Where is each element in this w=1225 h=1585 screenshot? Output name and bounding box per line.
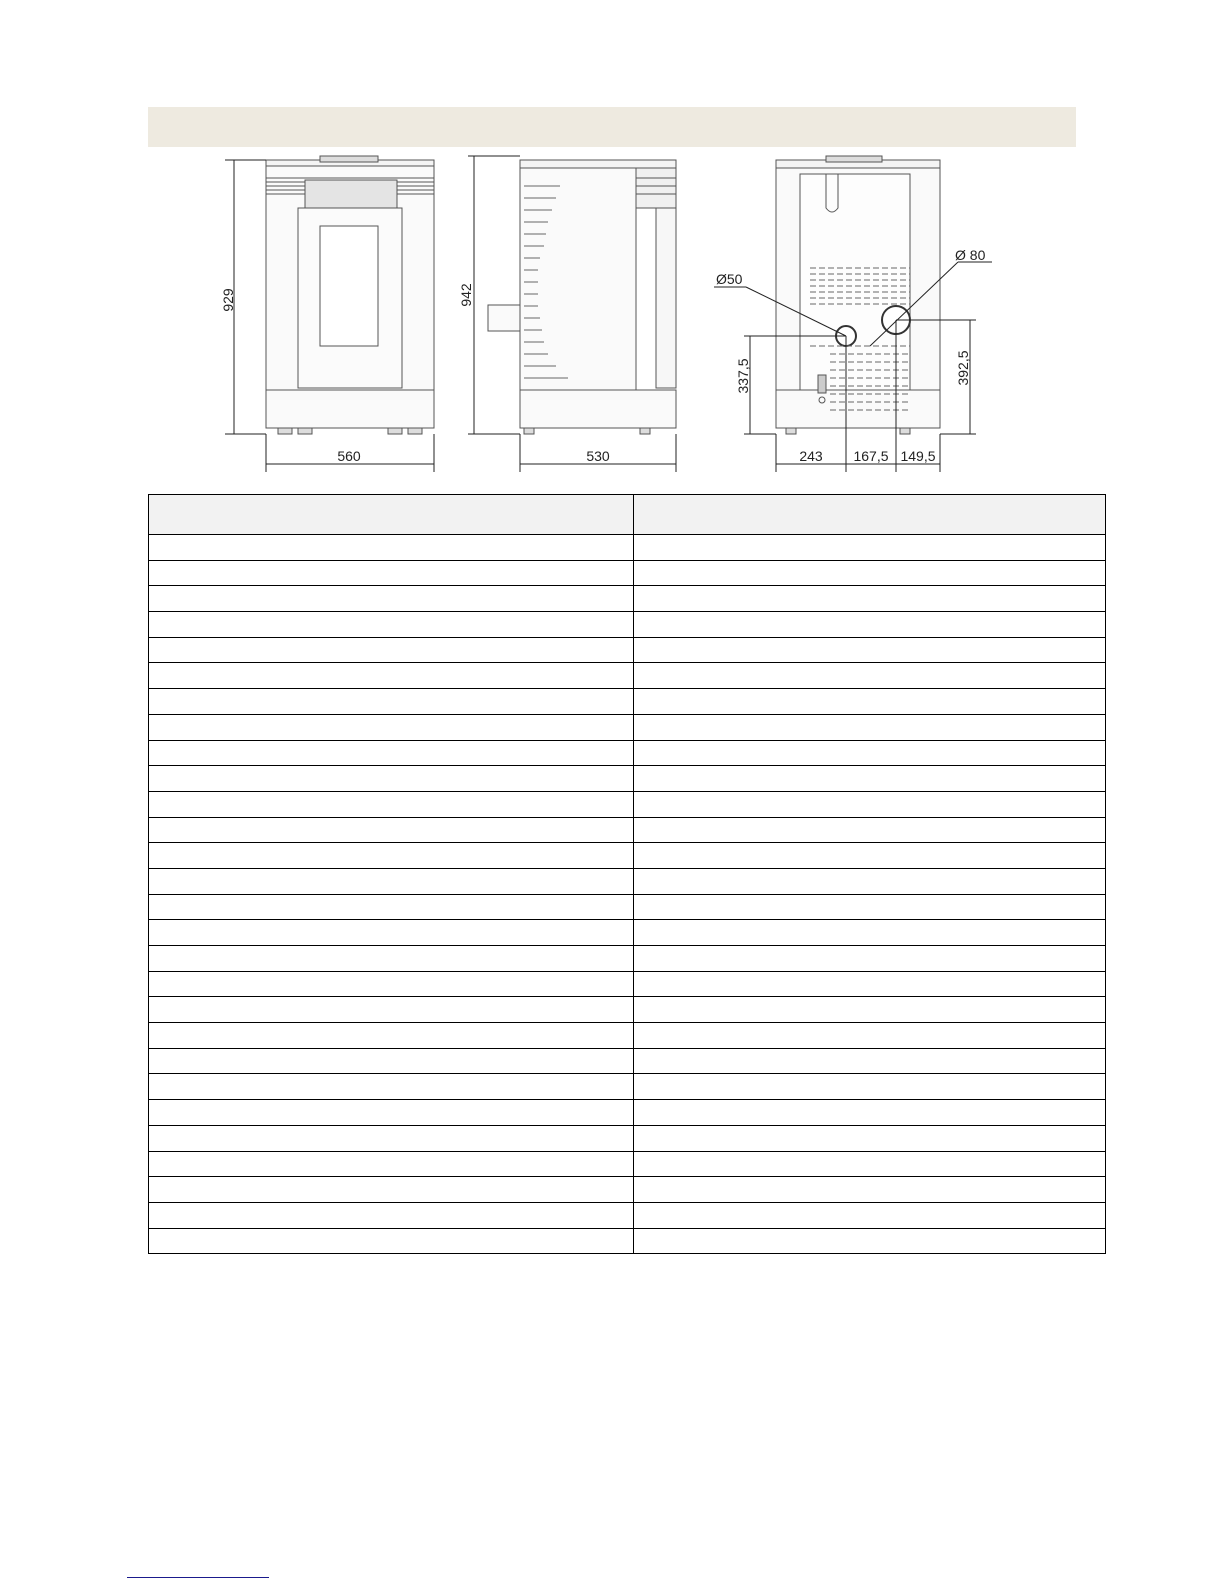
table-row [149,1100,1106,1126]
front-view-outline [266,156,434,434]
table-cell [149,560,634,586]
rear-bottom-label: 149,5 [900,448,936,464]
table-cell [149,894,634,920]
table-cell [634,637,1106,663]
table-cell [149,920,634,946]
table-cell [634,1202,1106,1228]
table-row [149,920,1106,946]
table-cell [634,560,1106,586]
table-cell [149,535,634,561]
table-row [149,868,1106,894]
table-cell [634,971,1106,997]
table-cell [149,817,634,843]
table-cell [149,1023,634,1049]
footnote-separator [127,1577,269,1578]
table-cell [149,1125,634,1151]
rear-view-outline [776,156,940,434]
table-row [149,946,1106,972]
table-cell [634,714,1106,740]
table-cell [634,1228,1106,1254]
table-row [149,1151,1106,1177]
table-row [149,817,1106,843]
table-row [149,843,1106,869]
side-height-label: 942 [458,283,474,307]
table-cell [634,1074,1106,1100]
table-cell [149,766,634,792]
table-row [149,766,1106,792]
right-pipe-height-label: 392,5 [955,350,971,386]
table-cell [149,791,634,817]
table-cell [149,663,634,689]
table-cell [149,1100,634,1126]
table-cell [634,766,1106,792]
table-cell [149,637,634,663]
table-cell [634,1151,1106,1177]
table-row [149,535,1106,561]
front-height-label: 929 [220,288,236,312]
table-row [149,1228,1106,1254]
table-cell [634,843,1106,869]
table-row [149,560,1106,586]
large-pipe-diameter-label: Ø 80 [955,247,986,263]
table-cell [634,535,1106,561]
table-cell [634,817,1106,843]
table-cell [634,740,1106,766]
table-row [149,1177,1106,1203]
table-cell [149,689,634,715]
table-cell [634,946,1106,972]
table-row [149,1074,1106,1100]
table-cell [149,740,634,766]
table-cell [149,971,634,997]
table-cell [149,714,634,740]
table-cell [149,1048,634,1074]
table-cell [149,997,634,1023]
table-cell [149,868,634,894]
table-cell [149,946,634,972]
table-header-cell [149,495,634,535]
specifications-table [148,494,1106,1254]
front-width-label: 560 [337,448,361,464]
table-cell [634,997,1106,1023]
left-pipe-height-label: 337,5 [735,358,751,394]
small-pipe-diameter-label: Ø50 [716,271,743,287]
table-row [149,612,1106,638]
stove-technical-drawing [0,150,1225,480]
table-cell [634,612,1106,638]
table-cell [634,1177,1106,1203]
table-cell [149,843,634,869]
table-cell [149,1228,634,1254]
table-cell [149,1074,634,1100]
table-cell [149,612,634,638]
table-cell [634,1100,1106,1126]
table-cell [634,791,1106,817]
table-row [149,971,1106,997]
table-cell [149,1151,634,1177]
table-row [149,1048,1106,1074]
table-cell [634,1125,1106,1151]
table-row [149,740,1106,766]
table-cell [634,920,1106,946]
table-cell [634,1023,1106,1049]
side-width-label: 530 [586,448,610,464]
table-row [149,791,1106,817]
table-cell [634,1048,1106,1074]
table-row [149,714,1106,740]
rear-bottom-label: 243 [799,448,823,464]
table-cell [634,663,1106,689]
table-row [149,663,1106,689]
table-row [149,1125,1106,1151]
table-row [149,1023,1106,1049]
table-cell [149,586,634,612]
section-header-band [148,107,1076,147]
table-row [149,1202,1106,1228]
table-row [149,689,1106,715]
table-cell [634,868,1106,894]
table-header-row [149,495,1106,535]
table-row [149,894,1106,920]
table-cell [634,689,1106,715]
table-row [149,637,1106,663]
table-cell [149,1177,634,1203]
rear-bottom-label: 167,5 [853,448,889,464]
side-view-outline [488,160,676,434]
table-header-cell [634,495,1106,535]
table-cell [634,586,1106,612]
table-row [149,997,1106,1023]
table-row [149,586,1106,612]
table-cell [634,894,1106,920]
table-cell [149,1202,634,1228]
